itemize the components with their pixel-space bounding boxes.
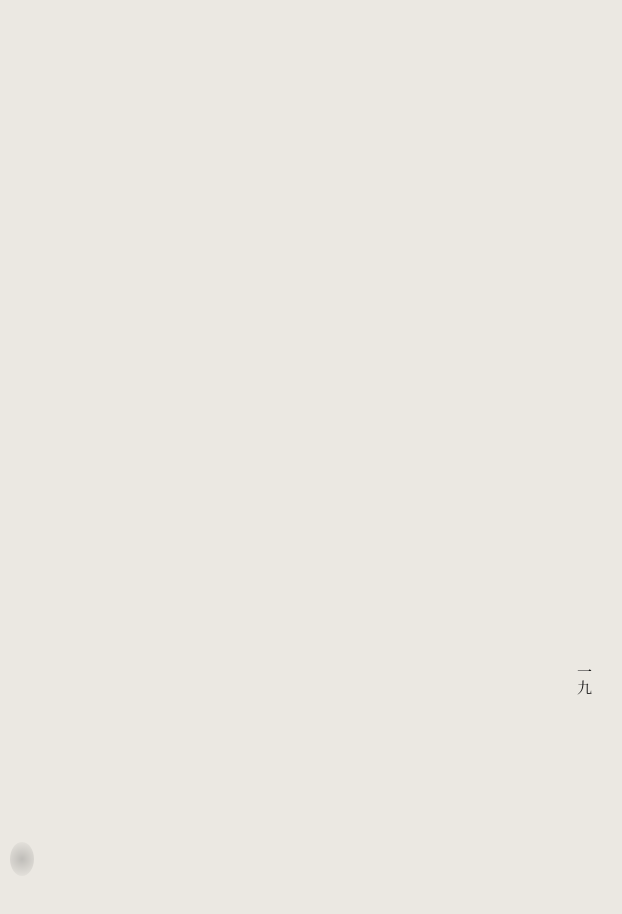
ink-smudge [10, 842, 34, 876]
page-number: 一九 [575, 664, 593, 696]
